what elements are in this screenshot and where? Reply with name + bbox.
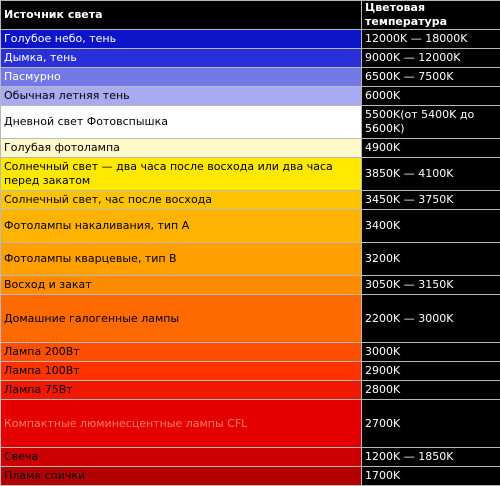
temperature-cell: 3400K (362, 210, 500, 243)
light-source-cell: Солнечный свет — два часа после восхода или два часа перед закатом (1, 158, 362, 191)
temperature-cell: 3450K — 3750K (362, 191, 500, 210)
table-row (1, 210, 500, 243)
table-row (1, 362, 500, 381)
temperature-cell: 2200K — 3000K (362, 295, 500, 343)
table-row (1, 295, 500, 343)
table-row (1, 467, 500, 486)
light-source-cell: Солнечный свет, час после восхода (1, 191, 362, 210)
light-source-cell: Дымка, тень (1, 49, 362, 68)
table-row (1, 400, 500, 448)
table-header-row (1, 1, 500, 30)
table-row (1, 30, 500, 49)
temperature-cell: 2900K (362, 362, 500, 381)
temperature-cell: 3850K — 4100K (362, 158, 500, 191)
light-source-cell: Дневной свет Фотовспышка (1, 106, 362, 139)
temperature-cell: 9000K — 12000K (362, 49, 500, 68)
temperature-cell: 2700K (362, 400, 500, 448)
temperature-cell: 1700K (362, 467, 500, 486)
light-source-cell: Лампа 100Вт (1, 362, 362, 381)
header-light-source: Источник света (1, 1, 362, 30)
table-row (1, 49, 500, 68)
temperature-cell: 2800K (362, 381, 500, 400)
light-source-cell: Пасмурно (1, 68, 362, 87)
light-source-cell: Домашние галогенные лампы (1, 295, 362, 343)
temperature-cell: 3000K (362, 343, 500, 362)
table-row (1, 448, 500, 467)
temperature-cell: 3050K — 3150K (362, 276, 500, 295)
table-row (1, 243, 500, 276)
table-row (1, 68, 500, 87)
light-source-cell: Компактные люминесцентные лампы CFL (1, 400, 362, 448)
light-source-cell: Фотолампы накаливания, тип А (1, 210, 362, 243)
temperature-cell: 1200K — 1850K (362, 448, 500, 467)
temperature-cell: 6000K (362, 87, 500, 106)
temperature-cell: 12000K — 18000K (362, 30, 500, 49)
light-source-cell: Обычная летняя тень (1, 87, 362, 106)
temperature-cell: 5500K(от 5400K до 5600K) (362, 106, 500, 139)
table-row (1, 191, 500, 210)
header-color-temperature: Цветовая температура (362, 1, 500, 30)
table-row (1, 158, 500, 191)
table-row (1, 106, 500, 139)
table-row (1, 87, 500, 106)
temperature-cell: 3200K (362, 243, 500, 276)
table-row (1, 276, 500, 295)
table-row (1, 139, 500, 158)
table-row (1, 381, 500, 400)
light-source-cell: Лампа 200Вт (1, 343, 362, 362)
light-source-cell: Свеча (1, 448, 362, 467)
light-source-cell: Лампа 75Вт (1, 381, 362, 400)
light-source-cell: Голубая фотолампа (1, 139, 362, 158)
temperature-cell: 4900K (362, 139, 500, 158)
light-source-cell: Фотолампы кварцевые, тип В (1, 243, 362, 276)
light-source-cell: Пламя спички (1, 467, 362, 486)
light-source-cell: Восход и закат (1, 276, 362, 295)
table-row (1, 343, 500, 362)
light-source-cell: Голубое небо, тень (1, 30, 362, 49)
temperature-cell: 6500K — 7500K (362, 68, 500, 87)
